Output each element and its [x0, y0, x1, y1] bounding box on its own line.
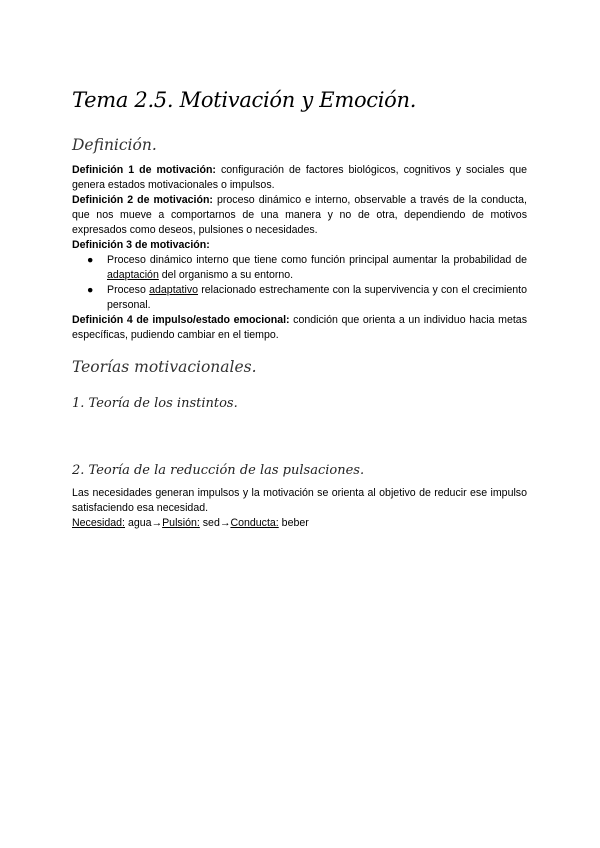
definition-3: [72, 238, 527, 253]
subsection-heading-instintos: 1. Teoría de los instintos.: [72, 396, 238, 411]
bullet-icon: ●: [87, 254, 94, 266]
list-item-text: relacionado estrechamente con la supervivencia y con el crecimiento personal.: [107, 284, 527, 311]
definition-1: [72, 163, 527, 193]
definition-3-list: [72, 253, 527, 313]
definition-4-label: Definición 4 de impulso/estado emocional:: [72, 314, 290, 326]
definition-3-label: Definición 3 de motivación:: [72, 239, 210, 251]
definitions-block: [72, 163, 527, 343]
definition-2: [72, 193, 527, 238]
subsection-heading-reduccion: 2. Teoría de la reducción de las pulsaciones.: [72, 463, 365, 478]
reduccion-text: Las necesidades generan impulsos y la motivación se orienta al objetivo de reducir ese impulso satisfaciendo esa necesidad.: [72, 487, 527, 514]
page-title: Tema 2.5. Motivación y Emoción.: [72, 88, 417, 112]
section-heading-teorias: Teorías motivacionales.: [72, 358, 257, 376]
section-heading-definicion: Definición.: [72, 136, 157, 154]
pulsion-label: Pulsión:: [162, 517, 200, 529]
definition-4: [72, 313, 527, 343]
arrow-right-icon: →: [219, 517, 231, 529]
necesidad-label: Necesidad:: [72, 517, 125, 529]
pulsion-value: sed: [199, 517, 220, 529]
list-item: [72, 253, 527, 283]
necesidad-value: agua: [125, 517, 152, 529]
reduccion-chain: [72, 516, 527, 531]
conducta-label: Conducta:: [230, 517, 279, 529]
definition-4-text: condición que orienta a un individuo hacia metas específicas, pudiendo cambiar en el tiempo.: [72, 314, 527, 341]
reduccion-block: [72, 486, 527, 531]
conducta-value: beber: [278, 517, 309, 529]
arrow-right-icon: →: [151, 517, 163, 529]
list-item-text: Proceso dinámico interno que tiene como función principal aumentar la probabilidad de: [107, 254, 527, 266]
underlined-term: adaptativo: [149, 284, 199, 296]
definition-2-label: Definición 2 de motivación:: [72, 194, 213, 206]
list-item-text: Proceso: [107, 284, 150, 296]
list-item: [72, 283, 527, 313]
list-item-text: del organismo a su entorno.: [158, 269, 294, 281]
definition-1-text: configuración de factores biológicos, cognitivos y sociales que genera estados motivacionales o impulsos.: [72, 164, 527, 191]
definition-2-text: proceso dinámico e interno, observable a través de la conducta, que nos mueve a comportarnos de una manera y no de otra, dependiendo de motivos expresados como deseos, pulsiones o necesidades.: [72, 194, 527, 236]
underlined-term: adaptación: [107, 269, 159, 281]
definition-1-label: Definición 1 de motivación:: [72, 164, 216, 176]
bullet-icon: ●: [87, 284, 94, 296]
